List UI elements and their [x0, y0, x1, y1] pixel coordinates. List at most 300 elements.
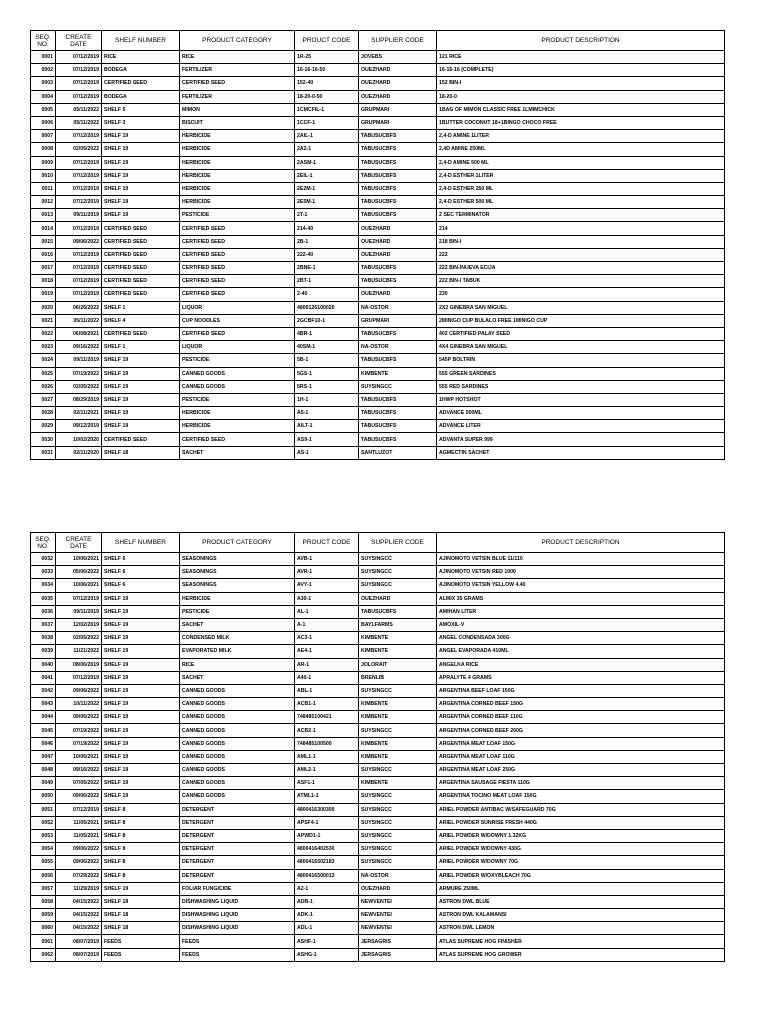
cell-seq-no: 0059 [31, 909, 56, 922]
cell-product-category: EVAPORATED MILK [180, 645, 295, 658]
cell-seq-no: 0025 [31, 367, 56, 380]
cell-shelf-number: SHELF 19 [102, 658, 180, 671]
table-row [31, 116, 725, 129]
cell-seq-no: 0022 [31, 327, 56, 340]
cell-product-category: HERBICIDE [180, 143, 295, 156]
cell-seq-no: 0060 [31, 922, 56, 935]
cell-product-description: 222 BIN-INUEVA ECIJA [437, 262, 725, 275]
cell-supplier-code: NEWVENTEI [359, 895, 437, 908]
cell-create-date: 07/12/2019 [56, 803, 102, 816]
cell-shelf-number: SHELF 18 [102, 909, 180, 922]
cell-product-category: HERBICIDE [180, 130, 295, 143]
cell-shelf-number: SHELF 5 [102, 103, 180, 116]
cell-product-description: ARGENTINA SAUSAGE FIESTA 110G [437, 777, 725, 790]
cell-product-category: HERBICIDE [180, 196, 295, 209]
cell-seq-no: 0055 [31, 856, 56, 869]
table-row [31, 327, 725, 340]
table-row [31, 103, 725, 116]
cell-seq-no: 0032 [31, 553, 56, 566]
cell-product-description: ARGENTINA TOCINO MEAT LOAF 150G [437, 790, 725, 803]
cell-create-date: 06/08/2021 [56, 327, 102, 340]
table-header-row [31, 533, 725, 553]
cell-seq-no: 0052 [31, 816, 56, 829]
cell-shelf-number: SHELF 8 [102, 869, 180, 882]
cell-product-description: 18-20-0 [437, 90, 725, 103]
cell-create-date: 05/11/2022 [56, 103, 102, 116]
cell-supplier-code: SUYSINGCC [359, 566, 437, 579]
table-body-2 [31, 553, 725, 962]
cell-shelf-number: SHELF 19 [102, 671, 180, 684]
cell-seq-no: 0019 [31, 288, 56, 301]
cell-product-description: ANGEL CONDENSADA 300G [437, 632, 725, 645]
cell-supplier-code: TABUSUCBFS [359, 209, 437, 222]
cell-seq-no: 0012 [31, 196, 56, 209]
cell-seq-no: 0061 [31, 935, 56, 948]
cell-product-category: SEASONINGS [180, 579, 295, 592]
cell-product-code: 5B-1 [295, 354, 359, 367]
cell-product-category: CANNED GOODS [180, 380, 295, 393]
cell-seq-no: 0043 [31, 698, 56, 711]
cell-product-category: CERTIFIED SEED [180, 222, 295, 235]
cell-product-category: CERTIFIED SEED [180, 262, 295, 275]
cell-seq-no: 0028 [31, 407, 56, 420]
cell-seq-no: 0030 [31, 433, 56, 446]
cell-create-date: 04/15/2022 [56, 922, 102, 935]
cell-seq-no: 0062 [31, 948, 56, 961]
cell-supplier-code: SUYSINGCC [359, 579, 437, 592]
cell-product-category: CANNED GOODS [180, 764, 295, 777]
cell-product-code: ATML1-1 [295, 790, 359, 803]
cell-product-description: ARIEL POWDER W/OXYBLEACH 70G [437, 869, 725, 882]
cell-product-code: AML2-1 [295, 764, 359, 777]
cell-product-code: AS9-1 [295, 433, 359, 446]
table-row [31, 790, 725, 803]
cell-supplier-code: KIMBENTE [359, 698, 437, 711]
cell-product-category: DETERGENT [180, 843, 295, 856]
cell-shelf-number: CERTIFIED SEED [102, 248, 180, 261]
cell-product-code: 2EIL-1 [295, 169, 359, 182]
cell-create-date: 07/19/2022 [56, 737, 102, 750]
cell-product-description: ASTRON DWL KALAMANSI [437, 909, 725, 922]
cell-product-code: 2A2-1 [295, 143, 359, 156]
cell-create-date: 04/15/2022 [56, 895, 102, 908]
cell-product-code: AC3-1 [295, 632, 359, 645]
cell-shelf-number: SHELF 19 [102, 196, 180, 209]
table-row [31, 764, 725, 777]
table-row [31, 579, 725, 592]
cell-create-date: 07/12/2019 [56, 592, 102, 605]
cell-create-date: 07/12/2019 [56, 196, 102, 209]
cell-supplier-code: OUEZHARD [359, 592, 437, 605]
cell-product-category: CANNED GOODS [180, 750, 295, 763]
cell-product-category: DETERGENT [180, 816, 295, 829]
cell-product-description: ALMIX 35 GRAMS [437, 592, 725, 605]
table-row [31, 948, 725, 961]
cell-supplier-code: TABUSUCBFS [359, 130, 437, 143]
cell-product-code: 152-40 [295, 77, 359, 90]
header-seq-no: SEQ. NO. [31, 31, 56, 51]
cell-create-date: 09/16/2022 [56, 341, 102, 354]
cell-create-date: 09/16/2022 [56, 764, 102, 777]
cell-product-description: 1BAG OF MIMON CLASSIC FREE 1LMIMCHICK [437, 103, 725, 116]
cell-seq-no: 0042 [31, 684, 56, 697]
cell-product-category: DETERGENT [180, 803, 295, 816]
cell-create-date: 10/06/2021 [56, 750, 102, 763]
cell-product-category: DETERGENT [180, 829, 295, 842]
cell-product-description: ANGEL EVAPORADA 410ML [437, 645, 725, 658]
cell-shelf-number: SHELF 19 [102, 724, 180, 737]
cell-product-description: ARIEL POWDER W/DOWNY 1.32KG [437, 829, 725, 842]
cell-shelf-number: SHELF 19 [102, 380, 180, 393]
cell-seq-no: 0047 [31, 750, 56, 763]
cell-product-category: DISHWASHING LIQUID [180, 909, 295, 922]
cell-product-category: HERBICIDE [180, 156, 295, 169]
cell-seq-no: 0033 [31, 566, 56, 579]
cell-create-date: 07/12/2019 [56, 51, 102, 64]
cell-product-code: 2E5M-1 [295, 196, 359, 209]
cell-supplier-code: KIMBENTE [359, 737, 437, 750]
cell-create-date: 02/05/2022 [56, 632, 102, 645]
cell-supplier-code: KIMBENTE [359, 750, 437, 763]
cell-supplier-code: SUYSINGCC [359, 790, 437, 803]
cell-shelf-number: SHELF 18 [102, 895, 180, 908]
cell-shelf-number: SHELF 6 [102, 579, 180, 592]
cell-product-code: A5-1 [295, 407, 359, 420]
cell-product-code: A2-1 [295, 882, 359, 895]
table-row [31, 314, 725, 327]
cell-seq-no: 0008 [31, 143, 56, 156]
cell-create-date: 07/19/2022 [56, 724, 102, 737]
table-row [31, 77, 725, 90]
cell-shelf-number: SHELF 6 [102, 553, 180, 566]
cell-seq-no: 0040 [31, 658, 56, 671]
cell-seq-no: 0048 [31, 764, 56, 777]
cell-create-date: 07/12/2019 [56, 222, 102, 235]
cell-product-category: CANNED GOODS [180, 711, 295, 724]
cell-product-code: 4800416502183 [295, 856, 359, 869]
cell-product-code: APSF4-1 [295, 816, 359, 829]
cell-shelf-number: SHELF 19 [102, 764, 180, 777]
cell-create-date: 07/12/2019 [56, 77, 102, 90]
cell-seq-no: 0007 [31, 130, 56, 143]
cell-supplier-code: TABUSUCBFS [359, 393, 437, 406]
cell-shelf-number: RICE [102, 51, 180, 64]
header-create-date: CREATE DATE [56, 533, 102, 553]
cell-shelf-number: SHELF 19 [102, 777, 180, 790]
cell-product-code: ABL-1 [295, 684, 359, 697]
cell-shelf-number: SHELF 19 [102, 407, 180, 420]
cell-shelf-number: SHELF 19 [102, 632, 180, 645]
cell-shelf-number: SHELF 19 [102, 684, 180, 697]
cell-create-date: 08/07/2019 [56, 935, 102, 948]
cell-create-date: 02/05/2022 [56, 143, 102, 156]
cell-product-code: 2-40 [295, 288, 359, 301]
cell-product-code: APWD1-1 [295, 829, 359, 842]
cell-supplier-code: TABUSUCBFS [359, 327, 437, 340]
cell-product-description: 2,4D AMINE 250ML [437, 143, 725, 156]
cell-product-description: ADVANTA SUPER 999 [437, 433, 725, 446]
cell-product-code: ASF1-1 [295, 777, 359, 790]
cell-shelf-number: SHELF 19 [102, 737, 180, 750]
cell-shelf-number: SHELF 19 [102, 645, 180, 658]
cell-shelf-number: SHELF 19 [102, 354, 180, 367]
cell-supplier-code: BRENLIB [359, 671, 437, 684]
cell-product-category: CANNED GOODS [180, 698, 295, 711]
cell-product-code: 2E2M-1 [295, 182, 359, 195]
table-row [31, 698, 725, 711]
cell-seq-no: 0036 [31, 605, 56, 618]
cell-product-description: 4X4 GINEBRA SAN MIGUEL [437, 341, 725, 354]
cell-product-description: ARGENTINA CORNED BEEF 150G [437, 698, 725, 711]
cell-supplier-code: BAYLFARMS [359, 618, 437, 631]
cell-product-description: 2,4-D AMINE 1LITER [437, 130, 725, 143]
table-row [31, 341, 725, 354]
cell-product-code: 5RS-1 [295, 380, 359, 393]
cell-product-description: ANGELKA RICE [437, 658, 725, 671]
cell-seq-no: 0023 [31, 341, 56, 354]
cell-seq-no: 0018 [31, 275, 56, 288]
cell-supplier-code: SUYSINGCC [359, 764, 437, 777]
cell-seq-no: 0014 [31, 222, 56, 235]
cell-product-description: 16-16-16 (COMPLETE) [437, 64, 725, 77]
cell-product-code: 16-16-16-50 [295, 64, 359, 77]
cell-product-description: AJINOMOTO VETSIN YELLOW 4.40 [437, 579, 725, 592]
cell-shelf-number: CERTIFIED SEED [102, 77, 180, 90]
cell-supplier-code: JOLORAIT [359, 658, 437, 671]
header-product-description: PRODUCT DESCRIPTION [437, 533, 725, 553]
cell-supplier-code: OUEZHARD [359, 90, 437, 103]
cell-product-description: 2MINIGO CUP BULALO FREE 1MINIGO CUP [437, 314, 725, 327]
cell-product-description: 152 BIN-I [437, 77, 725, 90]
cell-supplier-code: SUYSINGCC [359, 856, 437, 869]
cell-supplier-code: GRUPMARI [359, 116, 437, 129]
cell-seq-no: 0004 [31, 90, 56, 103]
cell-product-description: ATLAS SUPREME HOG FINISHER [437, 935, 725, 948]
cell-product-description: ASTRON DWL LEMON [437, 922, 725, 935]
cell-create-date: 11/29/2019 [56, 882, 102, 895]
table-row [31, 737, 725, 750]
cell-product-code: 4800416500013 [295, 869, 359, 882]
cell-product-description: ARIEL POWDER ANTIBAC W/SAFEGUARD 70G [437, 803, 725, 816]
cell-supplier-code: TABUSUCBFS [359, 262, 437, 275]
cell-seq-no: 0020 [31, 301, 56, 314]
cell-product-category: DISHWASHING LIQUID [180, 895, 295, 908]
cell-product-category: PESTICIDE [180, 393, 295, 406]
cell-shelf-number: CERTIFIED SEED [102, 235, 180, 248]
cell-product-category: CERTIFIED SEED [180, 275, 295, 288]
cell-product-category: HERBICIDE [180, 592, 295, 605]
table-row [31, 420, 725, 433]
cell-product-category: CERTIFIED SEED [180, 235, 295, 248]
cell-product-category: FEEDS [180, 935, 295, 948]
cell-create-date: 07/12/2019 [56, 130, 102, 143]
table-row [31, 724, 725, 737]
cell-shelf-number: CERTIFIED SEED [102, 288, 180, 301]
table-row [31, 843, 725, 856]
cell-product-code: ADK-1 [295, 909, 359, 922]
cell-create-date: 09/06/2022 [56, 235, 102, 248]
inventory-table-1 [30, 30, 725, 460]
cell-product-category: HERBICIDE [180, 169, 295, 182]
cell-product-category: HERBICIDE [180, 407, 295, 420]
table-row [31, 592, 725, 605]
cell-supplier-code: TABUSUCBFS [359, 354, 437, 367]
cell-product-description: 2,4-D ESTHER 1LITER [437, 169, 725, 182]
cell-seq-no: 0056 [31, 869, 56, 882]
table-row [31, 393, 725, 406]
cell-product-description: 2X2 GINEBRA SAN MIGUEL [437, 301, 725, 314]
cell-supplier-code: TABUSUCBFS [359, 182, 437, 195]
header-supplier-code: SUPPLIER CODE [359, 533, 437, 553]
cell-product-description: ADVANCE 500ML [437, 407, 725, 420]
cell-product-code: 2GCBF10-1 [295, 314, 359, 327]
cell-create-date: 06/26/2022 [56, 301, 102, 314]
cell-product-category: SACHET [180, 446, 295, 459]
cell-supplier-code: GRUPMARI [359, 103, 437, 116]
cell-supplier-code: JERSAGRIS [359, 948, 437, 961]
cell-create-date: 07/12/2019 [56, 182, 102, 195]
header-product-category: PRODUCT CATEGORY [180, 31, 295, 51]
cell-product-description: ADVANCE LITER [437, 420, 725, 433]
cell-product-category: SACHET [180, 618, 295, 631]
cell-seq-no: 0013 [31, 209, 56, 222]
cell-create-date: 09/11/2019 [56, 605, 102, 618]
table-row [31, 248, 725, 261]
cell-supplier-code: KIMBENTE [359, 645, 437, 658]
cell-create-date: 10/11/2022 [56, 698, 102, 711]
cell-product-code: AVB-1 [295, 553, 359, 566]
cell-shelf-number: SHELF 8 [102, 856, 180, 869]
table-header-row [31, 31, 725, 51]
cell-product-description: 222 BIN-I TABUK [437, 275, 725, 288]
cell-product-description: AJINOMOTO VETSIN RED 1000 [437, 566, 725, 579]
cell-seq-no: 0021 [31, 314, 56, 327]
cell-supplier-code: OUEZHARD [359, 77, 437, 90]
cell-supplier-code: OUEZHARD [359, 222, 437, 235]
cell-product-category: DETERGENT [180, 856, 295, 869]
cell-product-category: HERBICIDE [180, 420, 295, 433]
cell-product-code: 1H-1 [295, 393, 359, 406]
cell-product-description: 2 SEC TERMINATOR [437, 209, 725, 222]
cell-supplier-code: JERSAGRIS [359, 935, 437, 948]
cell-shelf-number: SHELF 1 [102, 301, 180, 314]
cell-product-code: ADL-1 [295, 922, 359, 935]
cell-create-date: 07/12/2019 [56, 288, 102, 301]
cell-product-code: 1CCF-1 [295, 116, 359, 129]
cell-create-date: 09/11/2019 [56, 209, 102, 222]
table-row [31, 935, 725, 948]
cell-seq-no: 0029 [31, 420, 56, 433]
cell-seq-no: 0050 [31, 790, 56, 803]
cell-create-date: 08/06/2019 [56, 658, 102, 671]
inventory-table-2 [30, 532, 725, 962]
cell-product-description: 1HWP HOTSHOT [437, 393, 725, 406]
cell-product-description: 545P BOLTRIN [437, 354, 725, 367]
cell-product-code: AL-1 [295, 605, 359, 618]
table-row [31, 301, 725, 314]
table-body-1 [31, 51, 725, 460]
table-row [31, 64, 725, 77]
cell-create-date: 09/06/2022 [56, 790, 102, 803]
cell-product-category: HERBICIDE [180, 182, 295, 195]
cell-product-code: ASHF-1 [295, 935, 359, 948]
cell-create-date: 09/12/2019 [56, 420, 102, 433]
cell-create-date: 07/12/2019 [56, 64, 102, 77]
cell-product-description: 214 [437, 222, 725, 235]
cell-supplier-code: KIMBENTE [359, 711, 437, 724]
cell-product-category: FERTILIZER [180, 90, 295, 103]
cell-product-code: ADB-1 [295, 895, 359, 908]
cell-shelf-number: SHELF 19 [102, 790, 180, 803]
table-row [31, 632, 725, 645]
cell-product-category: CERTIFIED SEED [180, 327, 295, 340]
cell-supplier-code: TABUSUCBFS [359, 433, 437, 446]
table-row [31, 380, 725, 393]
cell-product-code: AVR-1 [295, 566, 359, 579]
cell-shelf-number: SHELF 19 [102, 750, 180, 763]
cell-supplier-code: NEWVENTEI [359, 922, 437, 935]
cell-create-date: 07/12/2019 [56, 275, 102, 288]
table-row [31, 169, 725, 182]
table-row [31, 209, 725, 222]
cell-shelf-number: SHELF 19 [102, 618, 180, 631]
cell-product-code: 222-40 [295, 248, 359, 261]
cell-supplier-code: SUYSINGCC [359, 724, 437, 737]
cell-product-code: ACB2-1 [295, 724, 359, 737]
cell-product-category: CERTIFIED SEED [180, 77, 295, 90]
cell-create-date: 12/02/2019 [56, 618, 102, 631]
cell-product-category: LIQUOR [180, 301, 295, 314]
cell-product-description: AJINOMOTO VETSIN BLUE 11/110 [437, 553, 725, 566]
cell-create-date: 09/06/2022 [56, 843, 102, 856]
cell-shelf-number: CERTIFIED SEED [102, 327, 180, 340]
cell-product-category: DETERGENT [180, 869, 295, 882]
table-row [31, 829, 725, 842]
cell-product-description: ARIEL POWDER SUNRISE FRESH 440G [437, 816, 725, 829]
cell-product-category: LIQUOR [180, 341, 295, 354]
cell-supplier-code: GRUPMARI [359, 314, 437, 327]
cell-product-code: 2ASM-1 [295, 156, 359, 169]
cell-supplier-code: OUEZHARD [359, 288, 437, 301]
cell-product-description: AGMECTIN SACHET [437, 446, 725, 459]
table-row [31, 895, 725, 908]
cell-seq-no: 0054 [31, 843, 56, 856]
table-row [31, 262, 725, 275]
cell-create-date: 09/06/2022 [56, 711, 102, 724]
cell-product-code: 4800416300300 [295, 803, 359, 816]
cell-shelf-number: BODEGA [102, 90, 180, 103]
cell-product-category: DISHWASHING LIQUID [180, 922, 295, 935]
cell-supplier-code: NA-OSTOR [359, 301, 437, 314]
cell-product-category: CONDENSED MILK [180, 632, 295, 645]
cell-supplier-code: TABUSUCBFS [359, 196, 437, 209]
cell-create-date: 07/12/2019 [56, 262, 102, 275]
table-row [31, 922, 725, 935]
cell-shelf-number: SHELF 8 [102, 816, 180, 829]
header-product-description: PRODUCT DESCRIPTION [437, 31, 725, 51]
table-row [31, 882, 725, 895]
cell-seq-no: 0016 [31, 248, 56, 261]
cell-create-date: 09/06/2022 [56, 856, 102, 869]
cell-create-date: 08/07/2019 [56, 948, 102, 961]
table-row [31, 909, 725, 922]
table-row [31, 407, 725, 420]
cell-create-date: 10/06/2021 [56, 579, 102, 592]
cell-supplier-code: SUYSINGCC [359, 843, 437, 856]
cell-seq-no: 0035 [31, 592, 56, 605]
cell-shelf-number: SHELF 19 [102, 882, 180, 895]
table-row [31, 671, 725, 684]
